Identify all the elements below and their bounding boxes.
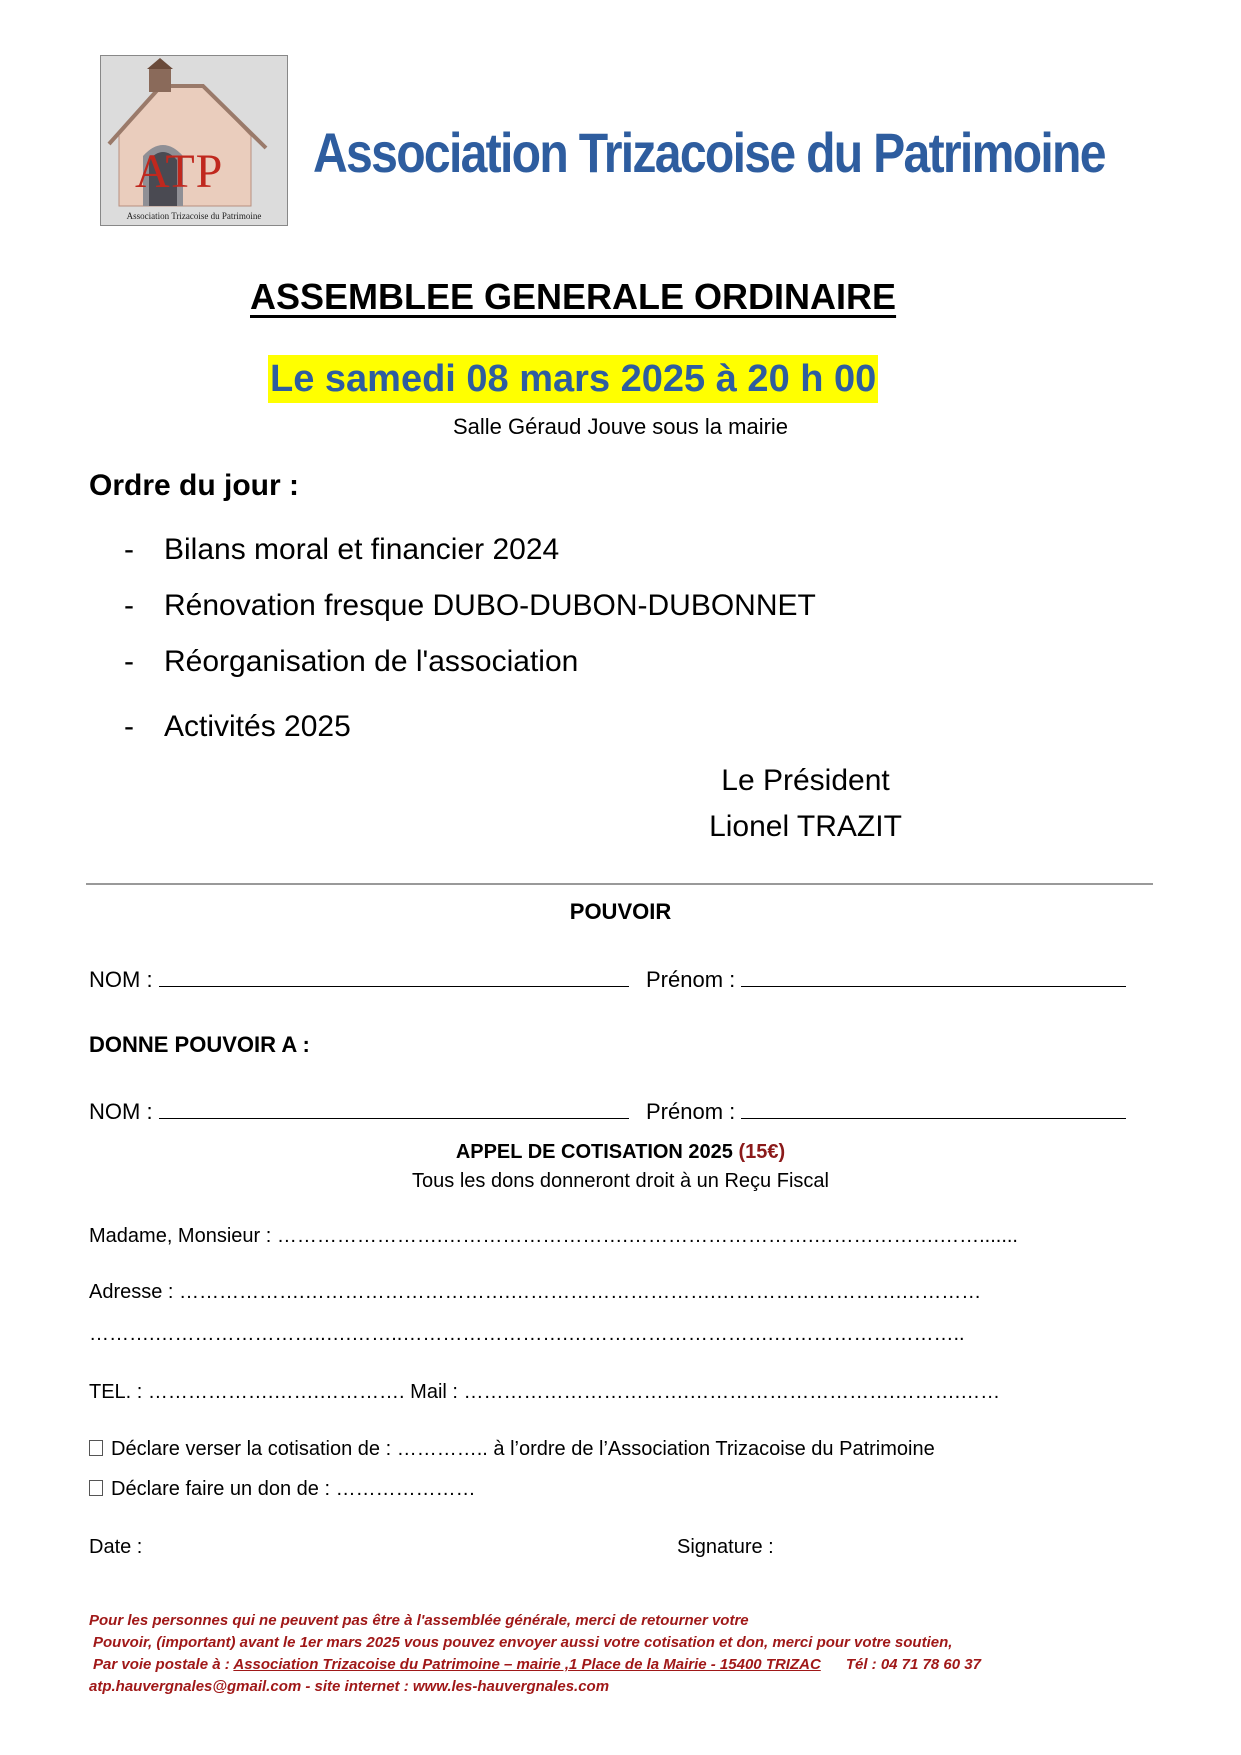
- agenda-item-label: Réorganisation de l'association: [164, 645, 579, 678]
- agenda-item: [124, 533, 559, 567]
- agenda-item: [124, 589, 816, 623]
- mail-label: Mail :: [410, 1381, 458, 1403]
- logo-initials: ATP: [135, 145, 224, 198]
- footer-postal-prefix: Par voie postale à :: [93, 1656, 230, 1673]
- agenda-item-label: Activités 2025: [164, 710, 351, 743]
- agenda-item-label: Bilans moral et financier 2024: [164, 533, 560, 566]
- footer-line-2: Pouvoir, (important) avant le 1er mars 2025 vous pouvez envoyer aussi votre cotisation et don, merci pour votre soutien,: [93, 1634, 953, 1651]
- declare-don-dots: …………………: [335, 1478, 476, 1500]
- tel-dots: ……………….…….………….: [147, 1381, 405, 1403]
- adresse-field[interactable]: [89, 1281, 981, 1304]
- nom-blank[interactable]: [159, 966, 629, 987]
- agenda-item: [124, 645, 578, 679]
- cotisation-title-text: APPEL DE COTISATION 2025: [455, 1141, 733, 1163]
- declare-cotisation-dots: …………..: [396, 1438, 488, 1460]
- prenom-label: Prénom :: [646, 967, 736, 992]
- madame-dots: …………………….……………………….……………………….……………….…….......: [276, 1225, 1018, 1247]
- declare-cotisation-label: Déclare verser la cotisation de :: [111, 1438, 392, 1460]
- prenom-label: Prénom :: [646, 1099, 736, 1124]
- prenom-field-proxy[interactable]: [646, 1098, 1126, 1125]
- date-label: Date :: [89, 1536, 143, 1558]
- checkbox-icon[interactable]: [89, 1480, 103, 1496]
- prenom-blank[interactable]: [741, 1098, 1126, 1119]
- donne-pouvoir-label: DONNE POUVOIR A :: [89, 1032, 310, 1057]
- agenda-item: [124, 710, 351, 744]
- chapel-icon: [101, 56, 287, 225]
- adresse-label: Adresse :: [89, 1281, 174, 1303]
- footer-line-4: atp.hauvergnales@gmail.com - site internet : www.les-hauvergnales.com: [89, 1678, 610, 1695]
- meeting-date: Le samedi 08 mars 2025 à 20 h 00: [268, 355, 878, 403]
- header-title: Association Trizacoise du Patrimoine: [313, 121, 1105, 184]
- mail-dots: …………………………….………………………….……….……: [463, 1381, 1001, 1403]
- adresse-field-line2[interactable]: [89, 1323, 965, 1346]
- declare-don-label: Déclare faire un don de :: [111, 1478, 331, 1500]
- footer-postal-address: Association Trizacoise du Patrimoine – mairie ,1 Place de la Mairie - 15400 TRIZAC: [233, 1656, 821, 1673]
- footer-line-3: [93, 1656, 981, 1673]
- meeting-venue: Salle Géraud Jouve sous la mairie: [452, 414, 789, 439]
- president-role: Le Président: [721, 764, 890, 797]
- nom-field-proxy[interactable]: [89, 1098, 629, 1125]
- nom-label: NOM :: [89, 967, 153, 992]
- nom-field[interactable]: [89, 966, 629, 993]
- bullet: -: [124, 710, 134, 743]
- cotisation-title: [0, 1141, 1241, 1164]
- footer-phone: Tél : 04 71 78 60 37: [845, 1656, 981, 1673]
- tel-mail-field[interactable]: [89, 1381, 1000, 1404]
- agenda-title: Ordre du jour :: [89, 469, 299, 502]
- president-name: Lionel TRAZIT: [709, 810, 902, 843]
- pouvoir-title: POUVOIR: [569, 899, 672, 924]
- tel-label: TEL. :: [89, 1381, 143, 1403]
- declare-cotisation-label-b: à l’ordre de l’Association Trizacoise du Patrimoine: [493, 1438, 935, 1460]
- cotisation-amount: (15€): [738, 1141, 786, 1163]
- agenda-item-label: Rénovation fresque DUBO-DUBON-DUBONNET: [164, 589, 816, 622]
- nom-label: NOM :: [89, 1099, 153, 1124]
- association-logo: [100, 55, 288, 226]
- meeting-title: ASSEMBLEE GENERALE ORDINAIRE: [250, 276, 897, 317]
- declare-cotisation[interactable]: [89, 1438, 935, 1461]
- madame-label: Madame, Monsieur :: [89, 1225, 272, 1247]
- nom-blank[interactable]: [159, 1098, 629, 1119]
- adresse-dots: ……………….………………………….………………………….……………………….…………: [179, 1281, 982, 1303]
- prenom-blank[interactable]: [741, 966, 1126, 987]
- signature-label: Signature :: [677, 1536, 774, 1558]
- checkbox-icon[interactable]: [89, 1440, 103, 1456]
- declare-don[interactable]: [89, 1478, 476, 1501]
- prenom-field[interactable]: [646, 966, 1126, 993]
- fiscal-note: Tous les dons donneront droit à un Reçu Fiscal: [412, 1170, 829, 1192]
- logo-caption: Association Trizacoise du Patrimoine: [126, 211, 262, 221]
- bullet: -: [124, 645, 134, 678]
- bullet: -: [124, 589, 134, 622]
- section-divider: [86, 883, 1153, 885]
- madame-monsieur-field[interactable]: [89, 1225, 1018, 1248]
- bullet: -: [124, 533, 134, 566]
- adresse-dots: ……….……………………..….……..…………………….………………………….………………………..: [89, 1323, 965, 1345]
- footer-line-1: Pour les personnes qui ne peuvent pas être à l'assemblée générale, merci de retourner votre: [89, 1612, 749, 1629]
